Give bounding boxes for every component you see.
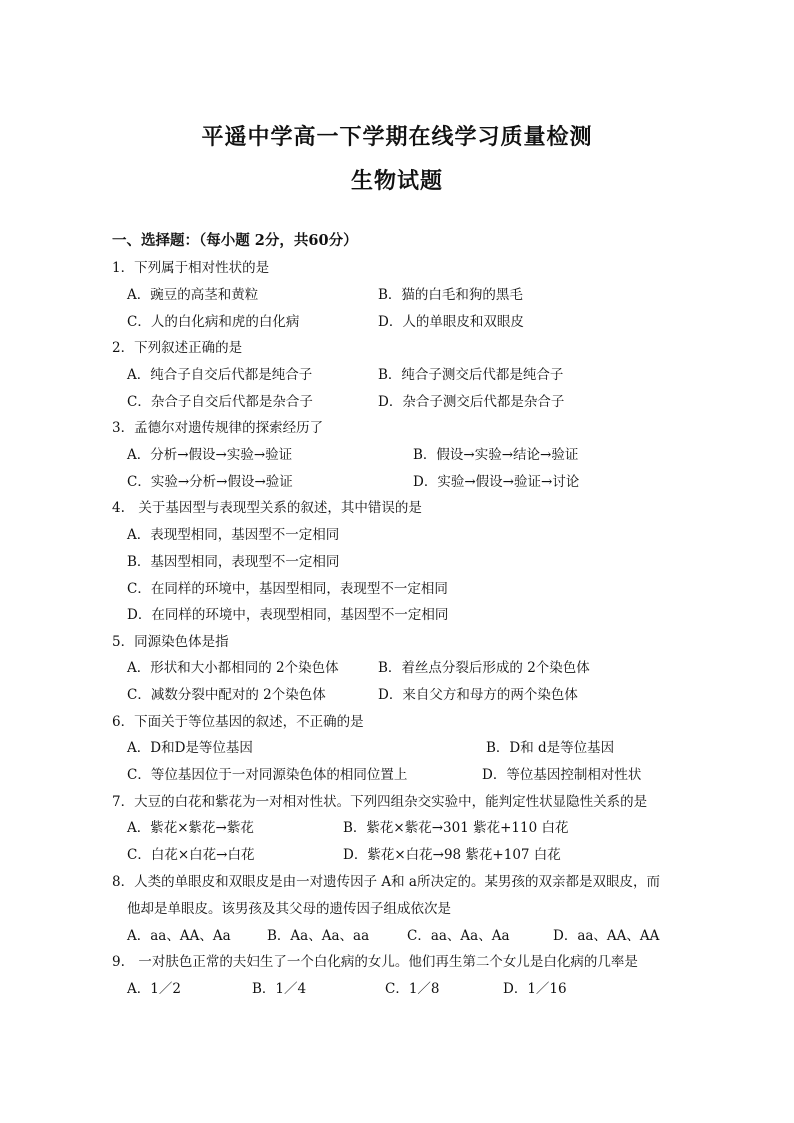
option-a: A．aa、AA、Aa bbox=[127, 928, 231, 944]
option-d: D．杂合子测交后代都是杂合子 bbox=[378, 394, 565, 410]
question-stem: 5．同源染色体是指 bbox=[112, 634, 229, 650]
question-stem: 6．下面关于等位基因的叙述，不正确的是 bbox=[112, 714, 364, 730]
option-b: B．假设→实验→结论→验证 bbox=[413, 447, 579, 463]
option-c: C．1／8 bbox=[385, 981, 440, 997]
question-stem: 3．孟德尔对遗传规律的探索经历了 bbox=[112, 420, 324, 436]
option-a: A．表现型相同，基因型不一定相同 bbox=[127, 527, 340, 543]
section-heading: 一、选择题：（每小题 2分，共60分） bbox=[112, 232, 358, 249]
option-c: C．人的白化病和虎的白化病 bbox=[127, 314, 300, 330]
option-b: B．1／4 bbox=[252, 981, 307, 997]
option-a: A．1／2 bbox=[127, 981, 181, 997]
option-d: D．在同样的环境中，表现型相同，基因型不一定相同 bbox=[127, 607, 449, 623]
option-d: D．来自父方和母方的两个染色体 bbox=[378, 687, 578, 703]
question-stem: 7．大豆的白花和紫花为一对相对性状。下列四组杂交实验中，能判定性状显隐性关系的是 bbox=[112, 794, 648, 810]
option-a: A．纯合子自交后代都是纯合子 bbox=[127, 367, 313, 383]
option-b: B．紫花×紫花→301 紫花+110 白花 bbox=[343, 820, 569, 836]
question-stem: 2．下列叙述正确的是 bbox=[112, 340, 243, 356]
option-b: B．基因型相同，表现型不一定相同 bbox=[127, 554, 340, 570]
option-a: A．D和D是等位基因 bbox=[127, 740, 253, 756]
option-d: D．实验→假设→验证→讨论 bbox=[413, 474, 580, 490]
option-b: B．猫的白毛和狗的黑毛 bbox=[378, 287, 523, 303]
option-a: A．形状和大小都相同的 2个染色体 bbox=[127, 660, 339, 676]
option-a: A．紫花×紫花→紫花 bbox=[127, 820, 254, 836]
option-c: C．等位基因位于一对同源染色体的相同位置上 bbox=[127, 767, 408, 783]
option-b: B．纯合子测交后代都是纯合子 bbox=[378, 367, 564, 383]
document-subtitle: 生物试题 bbox=[350, 168, 443, 194]
option-d: D．aa、AA、AA bbox=[553, 928, 660, 944]
document-title: 平遥中学高一下学期在线学习质量检测 bbox=[201, 124, 593, 150]
question-stem: 4. 关于基因型与表现型关系的叙述，其中错误的是 bbox=[112, 500, 422, 516]
option-c: C．aa、Aa、Aa bbox=[407, 928, 510, 944]
option-c: C．减数分裂中配对的 2个染色体 bbox=[127, 687, 326, 703]
option-b: B．D和 d是等位基因 bbox=[486, 740, 615, 756]
option-d: D．人的单眼皮和双眼皮 bbox=[378, 314, 524, 330]
option-a: A．豌豆的高茎和黄粒 bbox=[127, 287, 259, 303]
question-stem: 8．人类的单眼皮和双眼皮是由一对遗传因子 A和 a所决定的。某男孩的双亲都是双眼皮，而 bbox=[112, 874, 660, 890]
question-stem: 9. 一对肤色正常的夫妇生了一个白化病的女儿。他们再生第二个女儿是白化病的几率是 bbox=[112, 954, 638, 970]
option-b: B．Aa、Aa、aa bbox=[267, 928, 370, 944]
option-c: C．在同样的环境中，基因型相同，表现型不一定相同 bbox=[127, 581, 448, 597]
option-d: D．1／16 bbox=[503, 981, 567, 997]
option-d: D．等位基因控制相对性状 bbox=[482, 767, 642, 783]
question-stem-continued: 他却是单眼皮。该男孩及其父母的遗传因子组成依次是 bbox=[127, 901, 451, 917]
option-d: D．紫花×白花→98 紫花+107 白花 bbox=[343, 847, 561, 863]
option-a: A．分析→假设→实验→验证 bbox=[127, 447, 293, 463]
option-c: C．杂合子自交后代都是杂合子 bbox=[127, 394, 313, 410]
option-c: C．实验→分析→假设→验证 bbox=[127, 474, 293, 490]
option-b: B．着丝点分裂后形成的 2个染色体 bbox=[378, 660, 590, 676]
question-stem: 1．下列属于相对性状的是 bbox=[112, 260, 270, 276]
option-c: C．白花×白花→白花 bbox=[127, 847, 255, 863]
